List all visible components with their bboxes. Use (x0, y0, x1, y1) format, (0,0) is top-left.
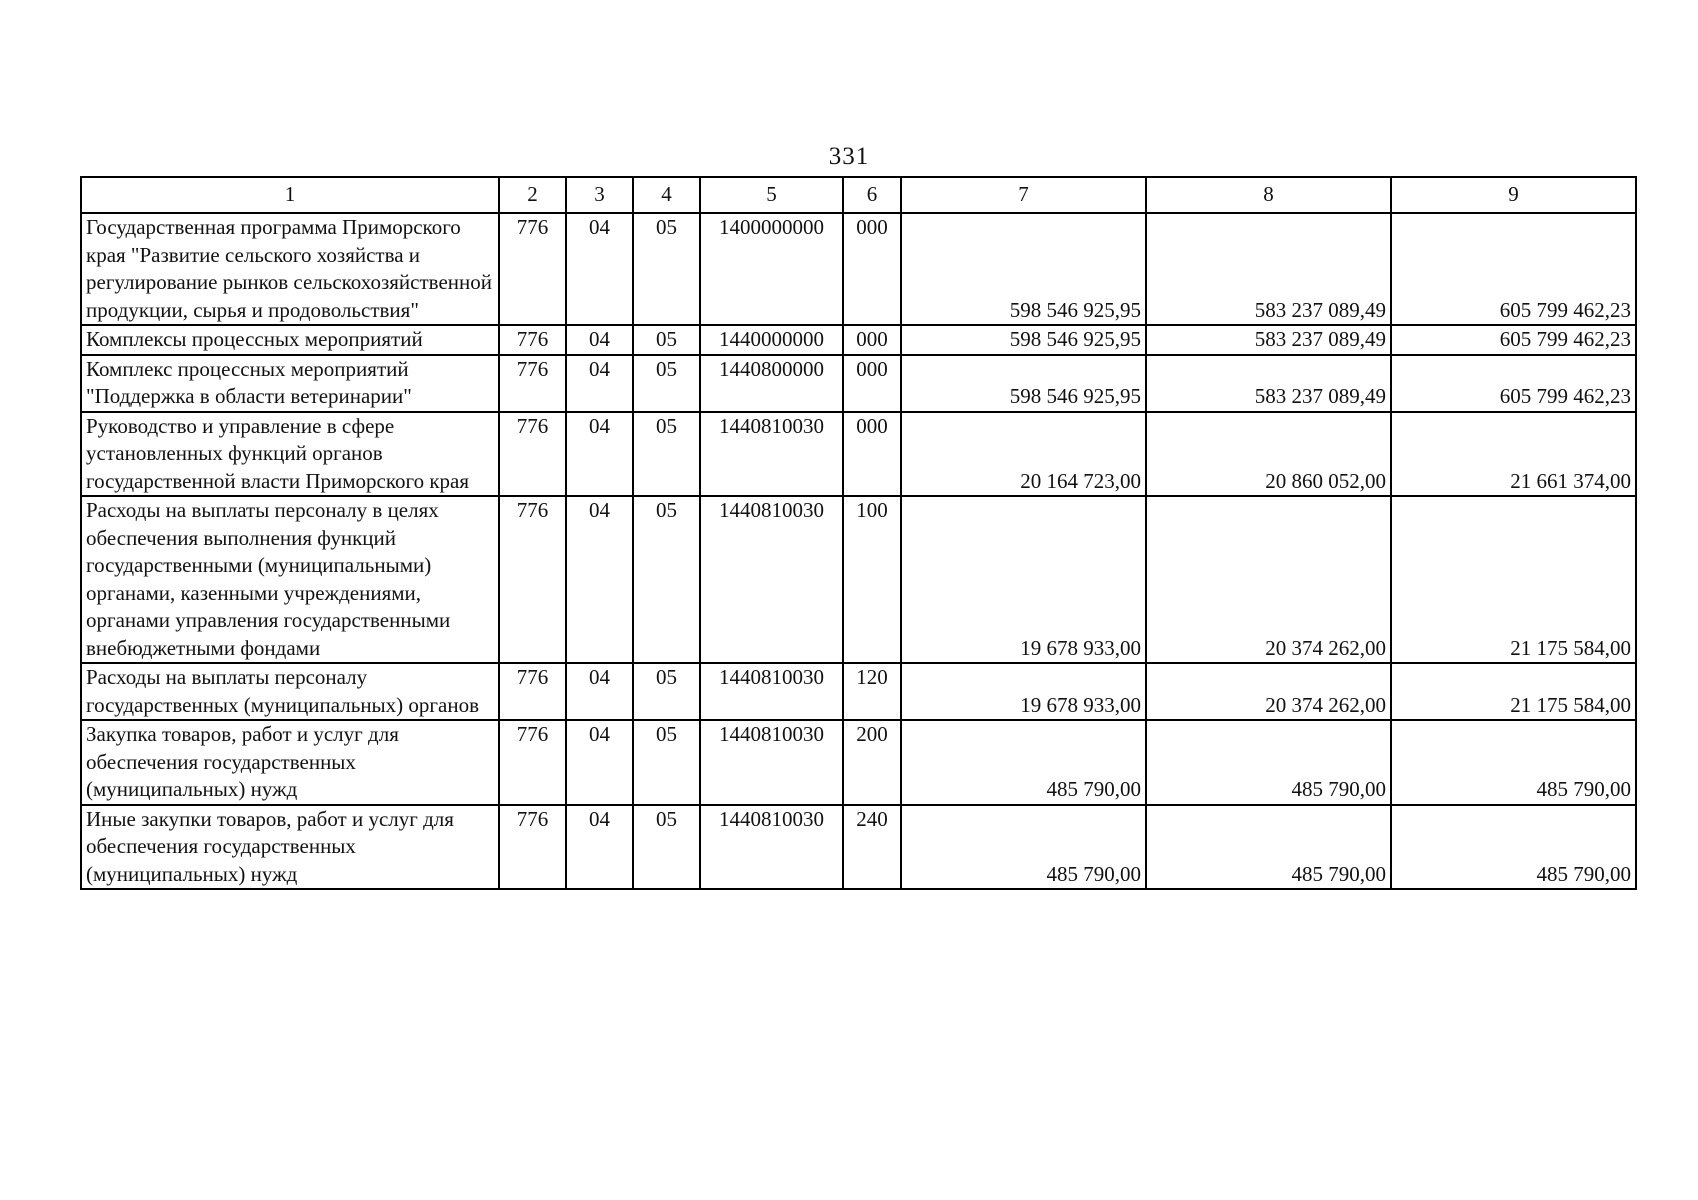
ministry-code: 776 (499, 355, 566, 412)
amount-col8: 583 237 089,49 (1146, 325, 1391, 355)
subsection-code: 05 (633, 355, 700, 412)
amount-col9: 605 799 462,23 (1391, 325, 1636, 355)
amount-col8: 485 790,00 (1146, 805, 1391, 890)
section-code: 04 (566, 805, 633, 890)
target-article-code: 1440810030 (700, 412, 843, 497)
column-header: 9 (1391, 177, 1636, 213)
item-name: Государственная программа Приморского края "Развитие сельского хозяйства и регулирование рынков сельскохозяйственной продукции, сырья и продовольствия" (81, 213, 499, 325)
table-row (81, 805, 1636, 890)
ministry-code: 776 (499, 496, 566, 663)
target-article-code: 1440800000 (700, 355, 843, 412)
item-name: Расходы на выплаты персоналу государственных (муниципальных) органов (81, 663, 499, 720)
subsection-code: 05 (633, 720, 700, 805)
amount-col7: 19 678 933,00 (901, 496, 1146, 663)
table-row (81, 325, 1636, 355)
item-name: Закупка товаров, работ и услуг для обеспечения государственных (муниципальных) нужд (81, 720, 499, 805)
amount-col8: 20 374 262,00 (1146, 496, 1391, 663)
table-row (81, 496, 1636, 663)
section-code: 04 (566, 412, 633, 497)
amount-col9: 485 790,00 (1391, 805, 1636, 890)
column-header: 2 (499, 177, 566, 213)
table-row (81, 720, 1636, 805)
section-code: 04 (566, 325, 633, 355)
budget-table (80, 176, 1637, 890)
amount-col9: 21 175 584,00 (1391, 663, 1636, 720)
amount-col7: 598 546 925,95 (901, 213, 1146, 325)
expense-type-code: 000 (843, 325, 901, 355)
table-row (81, 663, 1636, 720)
subsection-code: 05 (633, 663, 700, 720)
amount-col9: 21 661 374,00 (1391, 412, 1636, 497)
amount-col7: 20 164 723,00 (901, 412, 1146, 497)
amount-col8: 485 790,00 (1146, 720, 1391, 805)
amount-col8: 20 374 262,00 (1146, 663, 1391, 720)
expense-type-code: 200 (843, 720, 901, 805)
page-number: 331 (828, 143, 870, 170)
expense-type-code: 240 (843, 805, 901, 890)
item-name: Расходы на выплаты персоналу в целях обеспечения выполнения функций государственными (муниципальными) органами, казенными учреждениями, органами управления государственными внебюджетными фондами (81, 496, 499, 663)
table-row (81, 213, 1636, 325)
column-header: 1 (81, 177, 499, 213)
target-article-code: 1440810030 (700, 805, 843, 890)
ministry-code: 776 (499, 412, 566, 497)
amount-col9: 21 175 584,00 (1391, 496, 1636, 663)
section-code: 04 (566, 496, 633, 663)
amount-col7: 485 790,00 (901, 805, 1146, 890)
subsection-code: 05 (633, 805, 700, 890)
section-code: 04 (566, 213, 633, 325)
item-name: Комплекс процессных мероприятий "Поддержка в области ветеринарии" (81, 355, 499, 412)
section-code: 04 (566, 663, 633, 720)
ministry-code: 776 (499, 805, 566, 890)
amount-col7: 598 546 925,95 (901, 325, 1146, 355)
item-name: Руководство и управление в сфере установленных функций органов государственной власти Приморского края (81, 412, 499, 497)
column-header: 4 (633, 177, 700, 213)
column-header: 3 (566, 177, 633, 213)
target-article-code: 1440810030 (700, 720, 843, 805)
amount-col7: 485 790,00 (901, 720, 1146, 805)
ministry-code: 776 (499, 663, 566, 720)
table-row (81, 355, 1636, 412)
amount-col8: 583 237 089,49 (1146, 213, 1391, 325)
expense-type-code: 000 (843, 355, 901, 412)
expense-type-code: 120 (843, 663, 901, 720)
amount-col9: 605 799 462,23 (1391, 213, 1636, 325)
column-header: 7 (901, 177, 1146, 213)
subsection-code: 05 (633, 412, 700, 497)
item-name: Комплексы процессных мероприятий (81, 325, 499, 355)
target-article-code: 1440810030 (700, 663, 843, 720)
expense-type-code: 000 (843, 412, 901, 497)
ministry-code: 776 (499, 325, 566, 355)
section-code: 04 (566, 355, 633, 412)
amount-col9: 605 799 462,23 (1391, 355, 1636, 412)
amount-col7: 598 546 925,95 (901, 355, 1146, 412)
amount-col7: 19 678 933,00 (901, 663, 1146, 720)
subsection-code: 05 (633, 325, 700, 355)
subsection-code: 05 (633, 213, 700, 325)
expense-type-code: 100 (843, 496, 901, 663)
ministry-code: 776 (499, 720, 566, 805)
ministry-code: 776 (499, 213, 566, 325)
column-header: 6 (843, 177, 901, 213)
section-code: 04 (566, 720, 633, 805)
table-row (81, 412, 1636, 497)
target-article-code: 1440000000 (700, 325, 843, 355)
amount-col8: 20 860 052,00 (1146, 412, 1391, 497)
subsection-code: 05 (633, 496, 700, 663)
column-header: 8 (1146, 177, 1391, 213)
column-header: 5 (700, 177, 843, 213)
table-header-row (81, 177, 1636, 213)
target-article-code: 1400000000 (700, 213, 843, 325)
amount-col9: 485 790,00 (1391, 720, 1636, 805)
expense-type-code: 000 (843, 213, 901, 325)
amount-col8: 583 237 089,49 (1146, 355, 1391, 412)
item-name: Иные закупки товаров, работ и услуг для обеспечения государственных (муниципальных) нужд (81, 805, 499, 890)
target-article-code: 1440810030 (700, 496, 843, 663)
